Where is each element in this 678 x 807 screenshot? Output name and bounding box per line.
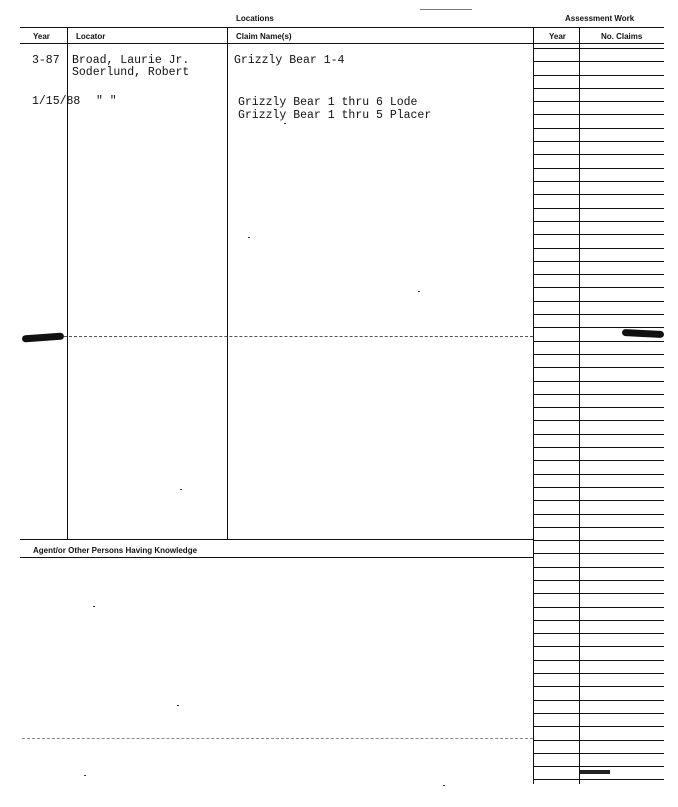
scan-speck (443, 785, 445, 786)
assessment-row-line (533, 274, 664, 275)
scan-speck (84, 775, 86, 776)
entry-1-locator-line1: Broad, Laurie Jr. (72, 54, 190, 67)
assessment-row-line (533, 221, 664, 222)
assessment-row-line (533, 248, 664, 249)
assessment-row-line (533, 287, 664, 288)
left-fold-smudge (22, 333, 64, 343)
assessment-row-line (533, 234, 664, 235)
assessment-row-line (533, 567, 664, 568)
header-top-rule (20, 27, 664, 28)
assessment-row-line (533, 487, 664, 488)
assessment-row-line (533, 341, 664, 342)
assessment-row-line (533, 646, 664, 647)
entry-2-claim-line2: Grizzly Bear 1 thru 5 Placer (238, 109, 432, 122)
assessment-row-line (533, 154, 664, 155)
assessment-row-line (533, 593, 664, 594)
divider-locator-claims (227, 27, 228, 539)
assessment-row-line (533, 101, 664, 102)
assessment-row-line (533, 128, 664, 129)
agent-bottom-rule (20, 557, 533, 558)
assessment-row-line (533, 114, 664, 115)
assessment-row-line (533, 261, 664, 262)
assessment-row-line (533, 753, 664, 754)
assessment-row-line (533, 61, 664, 62)
scan-speck (418, 291, 420, 292)
assessment-row-line (533, 460, 664, 461)
assessment-row-line (533, 88, 664, 89)
entry-1-locator-line2: Soderlund, Robert (72, 66, 190, 79)
assessment-row-line (533, 420, 664, 421)
assessment-row-line (533, 381, 664, 382)
assessment-row-line (533, 168, 664, 169)
assessment-row-line (533, 327, 664, 328)
assessment-row-line (533, 620, 664, 621)
col-header-no-claims: No. Claims (601, 32, 643, 41)
entry-2-year: 1/15/88 (32, 95, 81, 108)
scan-speck (248, 237, 250, 238)
assessment-row-line (533, 673, 664, 674)
entry-2-locator-ditto: " " (96, 95, 117, 108)
assessment-row-line (533, 301, 664, 302)
agent-top-rule (20, 539, 533, 540)
entry-1-year: 3-87 (32, 54, 60, 67)
assessment-row-line (533, 527, 664, 528)
assessment-row-line (533, 713, 664, 714)
assessment-row-line (533, 686, 664, 687)
assessment-row-line (533, 580, 664, 581)
assessment-row-line (533, 314, 664, 315)
scan-speck (420, 9, 472, 10)
assessment-row-line (533, 740, 664, 741)
entry-2-claim-line1: Grizzly Bear 1 thru 6 Lode (238, 96, 418, 109)
lower-faint-line (22, 738, 533, 739)
assessment-row-line (533, 447, 664, 448)
assessment-row-line (533, 354, 664, 355)
assessment-row-line (533, 208, 664, 209)
assessment-row-line (533, 500, 664, 501)
fold-line (64, 336, 533, 337)
col-header-year: Year (33, 32, 50, 41)
locations-title: Locations (236, 14, 274, 23)
assessment-row-line (533, 474, 664, 475)
assessment-row-line (533, 194, 664, 195)
assessment-row-line (533, 779, 664, 780)
assessment-row-line (533, 514, 664, 515)
assessment-row-line (533, 700, 664, 701)
scan-speck (93, 606, 95, 607)
assessment-row-line (533, 75, 664, 76)
assessment-row-line (533, 633, 664, 634)
assessment-row-line (533, 607, 664, 608)
agent-section-label: Agent/or Other Persons Having Knowledge (33, 546, 198, 555)
assessment-row-line (533, 540, 664, 541)
assessment-row-line (533, 660, 664, 661)
assessment-row-line (533, 181, 664, 182)
right-fold-smudge (622, 329, 664, 338)
header-bottom-rule (20, 43, 664, 44)
assessment-row-line (533, 766, 664, 767)
assessment-row-line (533, 394, 664, 395)
assessment-row-line (533, 48, 664, 49)
assessment-row-line (533, 726, 664, 727)
scan-speck (180, 489, 182, 490)
col-header-claim-names: Claim Name(s) (236, 32, 292, 41)
col-header-locator: Locator (76, 32, 106, 41)
entry-1-claim-line1: Grizzly Bear 1-4 (234, 54, 345, 67)
scan-speck (284, 123, 286, 124)
assessment-row-line (533, 367, 664, 368)
scan-speck (580, 770, 610, 774)
scan-speck (177, 705, 179, 706)
assessment-row-line (533, 141, 664, 142)
col-header-assessment-year: Year (549, 32, 566, 41)
assessment-row-line (533, 553, 664, 554)
assessment-row-line (533, 434, 664, 435)
assessment-row-line (533, 407, 664, 408)
assessment-work-title: Assessment Work (565, 14, 635, 23)
